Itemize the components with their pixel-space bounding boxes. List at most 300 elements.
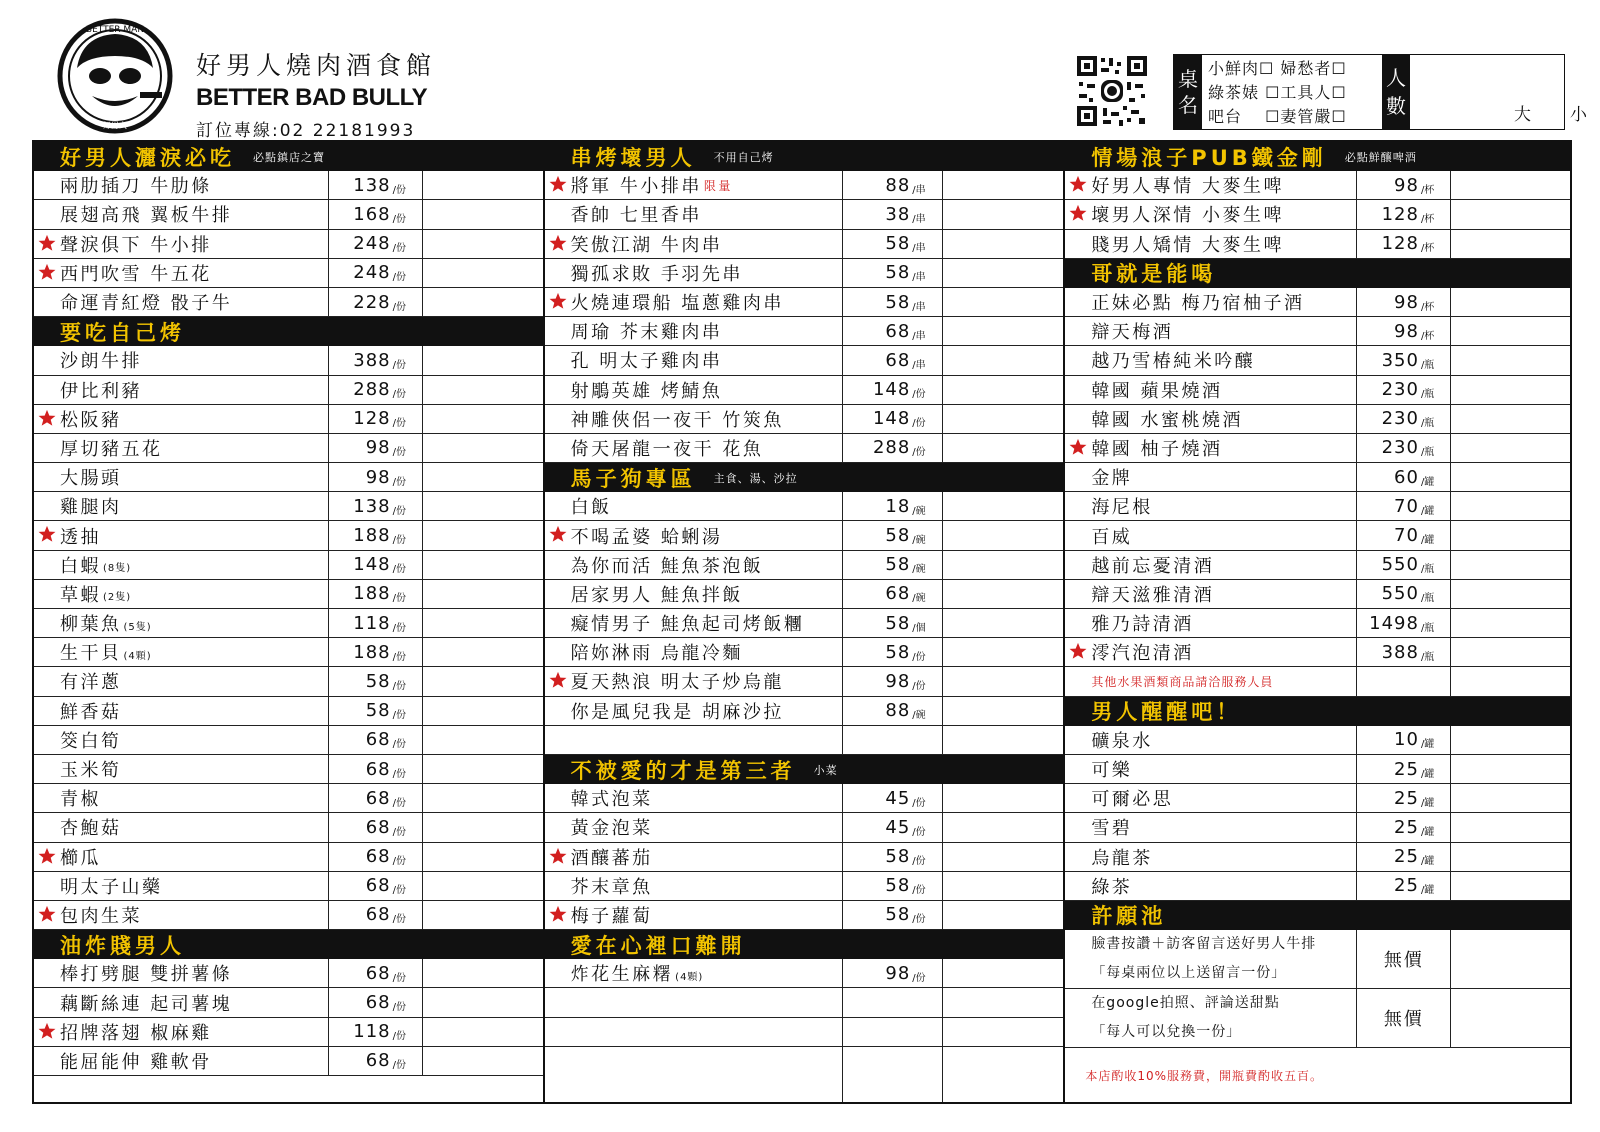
qty-cell[interactable] [1451,813,1570,841]
menu-item-name-cell [545,317,843,345]
menu-item-row[interactable] [1065,755,1570,784]
menu-item-price: 68 [365,729,391,751]
menu-item-name-cell [34,1018,329,1046]
section-header [1065,697,1570,726]
menu-item-row[interactable] [34,609,543,638]
menu-item-name: 生干貝 [60,643,122,665]
menu-item-price: 68 [365,816,391,838]
menu-item-row[interactable] [545,580,1064,609]
menu-item-unit: /杯 [1420,184,1435,196]
qty-cell[interactable] [423,988,543,1016]
menu-item-unit: /份 [392,885,406,897]
menu-item-name-cell [34,697,329,725]
menu-item-row[interactable] [1065,171,1570,200]
qty-cell[interactable] [423,200,543,228]
menu-item-row[interactable] [34,697,543,726]
menu-item-price: 148 [353,554,391,576]
menu-item-row[interactable] [34,346,543,375]
menu-item-unit: /份 [912,797,926,809]
menu-item-name-cell [34,609,329,637]
table-option-row[interactable]: 吧台 ☐妻管嚴☐ [1208,107,1347,126]
menu-item-name: 可爾必思 [1091,789,1174,811]
qty-cell[interactable] [943,521,1064,549]
menu-item-price-cell [329,638,423,666]
qty-cell[interactable] [1451,463,1570,491]
menu-item-name: 礦泉水 [1091,730,1153,752]
menu-item-row[interactable] [1065,346,1570,375]
menu-item-unit: /份 [392,505,406,517]
qty-cell[interactable] [423,609,543,637]
menu-item-price-cell [1357,317,1451,345]
qty-cell[interactable] [943,200,1064,228]
menu-item-row[interactable] [34,463,543,492]
menu-column-3 [1065,142,1570,1102]
menu-item-name: 青椒 [60,789,101,811]
menu-item-row[interactable] [545,434,1064,463]
table-option-row[interactable]: 小鮮肉☐ 婦愁者☐ [1208,59,1347,78]
qty-cell[interactable] [423,1018,543,1046]
menu-item-row[interactable] [34,755,543,784]
menu-item-row[interactable] [545,405,1064,434]
menu-item-row[interactable] [545,171,1064,200]
menu-item-row[interactable] [34,492,543,521]
menu-item-price-cell [843,901,943,929]
menu-item-price: 68 [365,787,391,809]
menu-item-name-cell [1065,551,1357,579]
qty-cell[interactable] [943,434,1064,462]
menu-item-row[interactable] [545,872,1064,901]
menu-item-unit: /瓶 [1420,651,1435,663]
wish-row[interactable] [1065,930,1570,989]
menu-item-price: 288 [872,437,911,459]
menu-item-price: 60 [1394,466,1419,488]
table-option-row[interactable]: 綠茶婊 ☐工具人☐ [1208,83,1347,102]
menu-item-price-cell [1357,492,1451,520]
section-title: 愛在心裡口難開 [570,933,746,958]
size-big-label: 大 [1514,105,1531,125]
menu-item-price: 128 [353,408,391,430]
wish-price: 無價 [1357,989,1451,1047]
menu-item-unit: /份 [912,418,926,430]
menu-item-price: 25 [1394,875,1419,897]
menu-item-row[interactable] [34,288,543,317]
menu-item-unit: /碗 [912,710,926,722]
qty-cell[interactable] [943,784,1064,812]
section-header [1065,901,1570,930]
menu-item-unit: /份 [392,535,406,547]
people-count-field[interactable] [1410,55,1587,129]
menu-item-row[interactable] [545,259,1064,288]
qty-cell[interactable] [1451,346,1570,374]
qty-cell[interactable] [1451,492,1570,520]
qty-cell[interactable] [423,813,543,841]
menu-item-row[interactable] [34,376,543,405]
menu-item-name: 杏鮑菇 [60,818,122,840]
qty-cell[interactable] [423,521,543,549]
menu-item-unit: /份 [392,301,406,313]
qty-cell[interactable] [423,755,543,783]
qty-cell[interactable] [1451,872,1570,900]
qty-cell[interactable] [943,259,1064,287]
menu-item-unit: /串 [912,359,926,371]
qty-cell[interactable] [1451,288,1570,316]
menu-item-name: 你是風兒我是 胡麻沙拉 [570,701,784,723]
qty-cell[interactable] [1451,989,1570,1047]
menu-item-name-cell [34,230,329,258]
menu-item-row[interactable] [34,259,543,288]
qty-cell[interactable] [423,843,543,871]
qty-cell[interactable] [423,171,543,199]
qty-cell[interactable] [943,492,1064,520]
menu-item-unit: /碗 [912,505,926,517]
menu-item-name-cell [34,346,329,374]
qty-cell[interactable] [1451,230,1570,258]
menu-item-row[interactable] [545,609,1064,638]
menu-item-unit: /罐 [1420,826,1435,838]
menu-item-price-cell [843,813,943,841]
menu-item-row[interactable] [545,521,1064,550]
qty-cell[interactable] [423,667,543,695]
menu-item-row[interactable] [34,988,543,1017]
menu-item-name-cell [545,492,843,520]
qty-cell[interactable] [1451,930,1570,988]
menu-item-name-cell [545,784,843,812]
qty-cell[interactable] [1451,726,1570,754]
menu-item-row[interactable] [1065,784,1570,813]
menu-item-price: 45 [885,816,911,838]
menu-item-row[interactable] [1065,230,1570,259]
menu-item-unit: /份 [392,914,406,926]
menu-item-price: 188 [353,641,391,663]
qty-cell[interactable] [1451,200,1570,228]
menu-item-row[interactable] [34,1047,543,1076]
qty-cell[interactable] [943,376,1064,404]
menu-item-name-cell [1065,843,1357,871]
wish-row[interactable] [1065,989,1570,1048]
menu-item-row[interactable] [34,901,543,930]
qty-cell[interactable] [943,901,1064,929]
qty-cell[interactable] [423,959,543,987]
menu-item-price-cell [1357,726,1451,754]
menu-item-name-cell [545,813,843,841]
menu-item-row[interactable] [1065,580,1570,609]
menu-item-price: 88 [885,700,911,722]
menu-item-name-cell [545,521,843,549]
menu-item-name: 夏天熱浪 明太子炒烏龍 [570,672,784,694]
menu-item-price-cell [329,784,423,812]
menu-item-row[interactable] [545,784,1064,813]
qty-cell[interactable] [943,697,1064,725]
menu-item-unit: /罐 [1420,856,1435,868]
menu-item-row[interactable] [34,726,543,755]
menu-item-price-cell [329,288,423,316]
menu-item-name-cell [34,551,329,579]
menu-item-name: 不喝孟婆 蛤蜊湯 [570,526,723,548]
menu-item-name-cell [1065,492,1357,520]
qty-cell[interactable] [423,492,543,520]
menu-item-unit: /份 [392,1060,406,1072]
menu-item-row[interactable] [34,813,543,842]
menu-item-name-cell [1065,755,1357,783]
qty-cell[interactable] [943,872,1064,900]
menu-item-row[interactable] [545,551,1064,580]
menu-item-row[interactable] [34,171,543,200]
menu-item-price-cell [1357,843,1451,871]
menu-item-row[interactable] [34,872,543,901]
qty-cell[interactable] [943,667,1064,695]
menu-item-price-cell [1357,405,1451,433]
menu-item-name: 韓國 柚子燒酒 [1091,438,1223,460]
menu-item-price-cell [1357,755,1451,783]
menu-item-row[interactable] [1065,200,1570,229]
table-label-char-1: 桌 [1178,67,1198,91]
qty-cell[interactable] [1451,638,1570,666]
qty-cell[interactable] [423,346,543,374]
menu-item-row[interactable] [1065,463,1570,492]
menu-item-row[interactable] [545,200,1064,229]
menu-item-price-cell [329,521,423,549]
qty-cell[interactable] [943,638,1064,666]
qty-cell[interactable] [943,171,1064,199]
menu-item-price: 118 [353,1021,391,1043]
menu-item-price: 68 [885,320,911,342]
qty-cell[interactable] [1451,434,1570,462]
menu-item-row[interactable] [1065,872,1570,901]
qty-cell[interactable] [423,434,543,462]
qty-cell[interactable] [943,580,1064,608]
qty-cell[interactable] [1451,843,1570,871]
menu-item-price-cell [1357,784,1451,812]
menu-item-row[interactable] [34,405,543,434]
people-label-char-1: 人 [1386,66,1406,90]
star-icon [549,234,567,252]
menu-item-name-cell [34,872,329,900]
qty-cell[interactable] [1451,171,1570,199]
menu-item-row[interactable] [1065,405,1570,434]
notice-row [1065,667,1570,696]
menu-item-row[interactable] [1065,638,1570,667]
menu-item-row[interactable] [1065,434,1570,463]
section-header [1065,259,1570,288]
qty-cell[interactable] [423,376,543,404]
menu-item-row[interactable] [34,638,543,667]
menu-item-row[interactable] [34,843,543,872]
qty-cell[interactable] [1451,551,1570,579]
section-header [545,142,1064,171]
qty-cell[interactable] [423,259,543,287]
menu-item-price-cell [843,667,943,695]
menu-item-unit: /份 [392,564,406,576]
menu-item-price-cell [329,813,423,841]
qty-cell[interactable] [1451,755,1570,783]
menu-item-price: 98 [365,437,391,459]
qty-cell[interactable] [943,346,1064,374]
qty-cell[interactable] [423,405,543,433]
menu-item-row[interactable] [545,959,1064,988]
qty-cell[interactable] [423,288,543,316]
qty-cell[interactable] [943,288,1064,316]
menu-item-row[interactable] [545,813,1064,842]
star-icon [38,1022,56,1040]
menu-item-row[interactable] [545,288,1064,317]
menu-item-unit: /罐 [1420,535,1435,547]
blank-row [545,1047,1064,1102]
menu-item-name-cell [34,988,329,1016]
menu-item-price-cell [1357,288,1451,316]
qty-cell[interactable] [1451,405,1570,433]
menu-item-unit: /份 [392,213,406,225]
menu-item-price: 98 [1394,174,1419,196]
menu-item-row[interactable] [34,521,543,550]
qty-cell[interactable] [423,872,543,900]
qty-cell[interactable] [943,609,1064,637]
menu-item-row[interactable] [1065,288,1570,317]
qty-cell[interactable] [943,843,1064,871]
qty-cell[interactable] [423,551,543,579]
qty-cell[interactable] [423,638,543,666]
qty-cell[interactable] [423,1047,543,1075]
menu-item-price-cell [843,638,943,666]
menu-item-row[interactable] [1065,492,1570,521]
qty-cell[interactable] [943,317,1064,345]
menu-item-row[interactable] [545,901,1064,930]
menu-item-name-cell [545,376,843,404]
menu-item-name: 韓國 水蜜桃燒酒 [1091,409,1244,431]
menu-item-price-cell [843,580,943,608]
menu-item-price: 58 [365,670,391,692]
menu-item-row[interactable] [545,638,1064,667]
menu-item-price-cell [329,492,423,520]
menu-item-name: 正妹必點 梅乃宿柚子酒 [1091,293,1305,315]
qty-cell[interactable] [1451,784,1570,812]
menu-item-name: 芥末章魚 [570,876,653,898]
menu-item-row[interactable] [545,492,1064,521]
menu-item-row[interactable] [1065,317,1570,346]
qty-cell[interactable] [423,463,543,491]
menu-item-row[interactable] [1065,609,1570,638]
menu-item-name: 包肉生菜 [60,905,142,927]
menu-item-unit: /罐 [1420,885,1435,897]
menu-item-row[interactable] [34,1018,543,1047]
menu-item-name: 百威 [1091,526,1133,548]
menu-item-price-cell [329,551,423,579]
qty-cell[interactable] [1451,580,1570,608]
menu-item-unit: /罐 [1420,768,1435,780]
menu-item-name: 鮮香菇 [60,701,122,723]
menu-item-name-cell [1065,872,1357,900]
menu-item-unit: /杯 [1420,301,1435,313]
menu-item-unit: /碗 [912,564,926,576]
menu-item-price-cell [329,843,423,871]
menu-item-price-cell [329,755,423,783]
menu-item-price: 228 [353,291,391,313]
qty-cell[interactable] [423,726,543,754]
menu-item-row[interactable] [545,667,1064,696]
menu-item-name: 壞男人深情 小麥生啤 [1091,205,1285,227]
menu-item-row[interactable] [545,346,1064,375]
menu-item-row[interactable] [34,551,543,580]
menu-item-name: 射鵰英雄 烤鯖魚 [570,380,723,402]
qty-cell[interactable] [1451,376,1570,404]
menu-item-unit: /個 [912,622,926,634]
menu-item-row[interactable] [34,434,543,463]
menu-item-row[interactable] [1065,726,1570,755]
menu-item-row[interactable] [34,784,543,813]
menu-item-unit: /瓶 [1420,359,1435,371]
section-title: 男人醒醒吧！ [1091,700,1242,725]
qty-cell[interactable] [1451,609,1570,637]
menu-item-row[interactable] [1065,551,1570,580]
menu-item-price: 68 [885,349,911,371]
menu-item-price: 388 [353,349,391,371]
wish-line: 臉書按讚＋訪客留言送好男人牛排 [1091,936,1317,953]
menu-item-row[interactable] [545,376,1064,405]
menu-item-price: 138 [353,174,391,196]
menu-column-1 [34,142,545,1102]
menu-item-row[interactable] [34,580,543,609]
menu-item-name-cell [34,638,329,666]
qty-cell[interactable] [943,405,1064,433]
menu-item-row[interactable] [34,959,543,988]
qty-cell[interactable] [423,697,543,725]
qr-code[interactable] [1075,54,1149,128]
menu-item-row[interactable] [34,230,543,259]
menu-item-price-cell [843,697,943,725]
menu-item-name-cell [1065,230,1357,258]
menu-item-row[interactable] [1065,521,1570,550]
qty-cell[interactable] [423,901,543,929]
menu-item-unit: /份 [392,651,406,663]
menu-item-row[interactable] [545,317,1064,346]
menu-item-name-cell [545,667,843,695]
menu-item-unit: /瓶 [1420,389,1435,401]
menu-item-name: 越乃雪椿純米吟釀 [1091,351,1256,373]
menu-item-price-cell [329,667,423,695]
menu-item-name: 為你而活 鮭魚茶泡飯 [570,555,764,577]
qty-cell[interactable] [943,959,1064,987]
menu-item-row[interactable] [545,843,1064,872]
menu-item-row[interactable] [1065,843,1570,872]
section-title: 情場浪子PUB鐵金剛 [1091,145,1327,170]
qty-cell[interactable] [423,784,543,812]
menu-item-name: 展翅高飛 翼板牛排 [60,205,233,227]
menu-item-row[interactable] [34,200,543,229]
menu-item-price-cell [329,726,423,754]
menu-item-price-cell [843,405,943,433]
wish-line: 「每桌兩位以上送留言一份」 [1091,965,1287,982]
menu-item-price-cell [1357,872,1451,900]
menu-item-name: 大腸頭 [60,468,122,490]
qty-cell[interactable] [943,551,1064,579]
menu-item-price: 68 [365,992,391,1014]
qty-cell[interactable] [423,580,543,608]
qty-cell[interactable] [423,230,543,258]
qty-cell[interactable] [943,813,1064,841]
menu-item-row[interactable] [1065,376,1570,405]
menu-item-name-cell [34,843,329,871]
menu-item-row[interactable] [34,667,543,696]
menu-item-price-cell [843,376,943,404]
menu-item-row[interactable] [1065,813,1570,842]
qty-cell[interactable] [1451,521,1570,549]
menu-item-name-cell [1065,813,1357,841]
qty-cell[interactable] [1451,317,1570,345]
menu-item-name-cell [1065,346,1357,374]
menu-item-row[interactable] [545,230,1064,259]
qty-cell[interactable] [943,230,1064,258]
menu-item-row[interactable] [545,697,1064,726]
table-options[interactable] [1202,55,1382,129]
